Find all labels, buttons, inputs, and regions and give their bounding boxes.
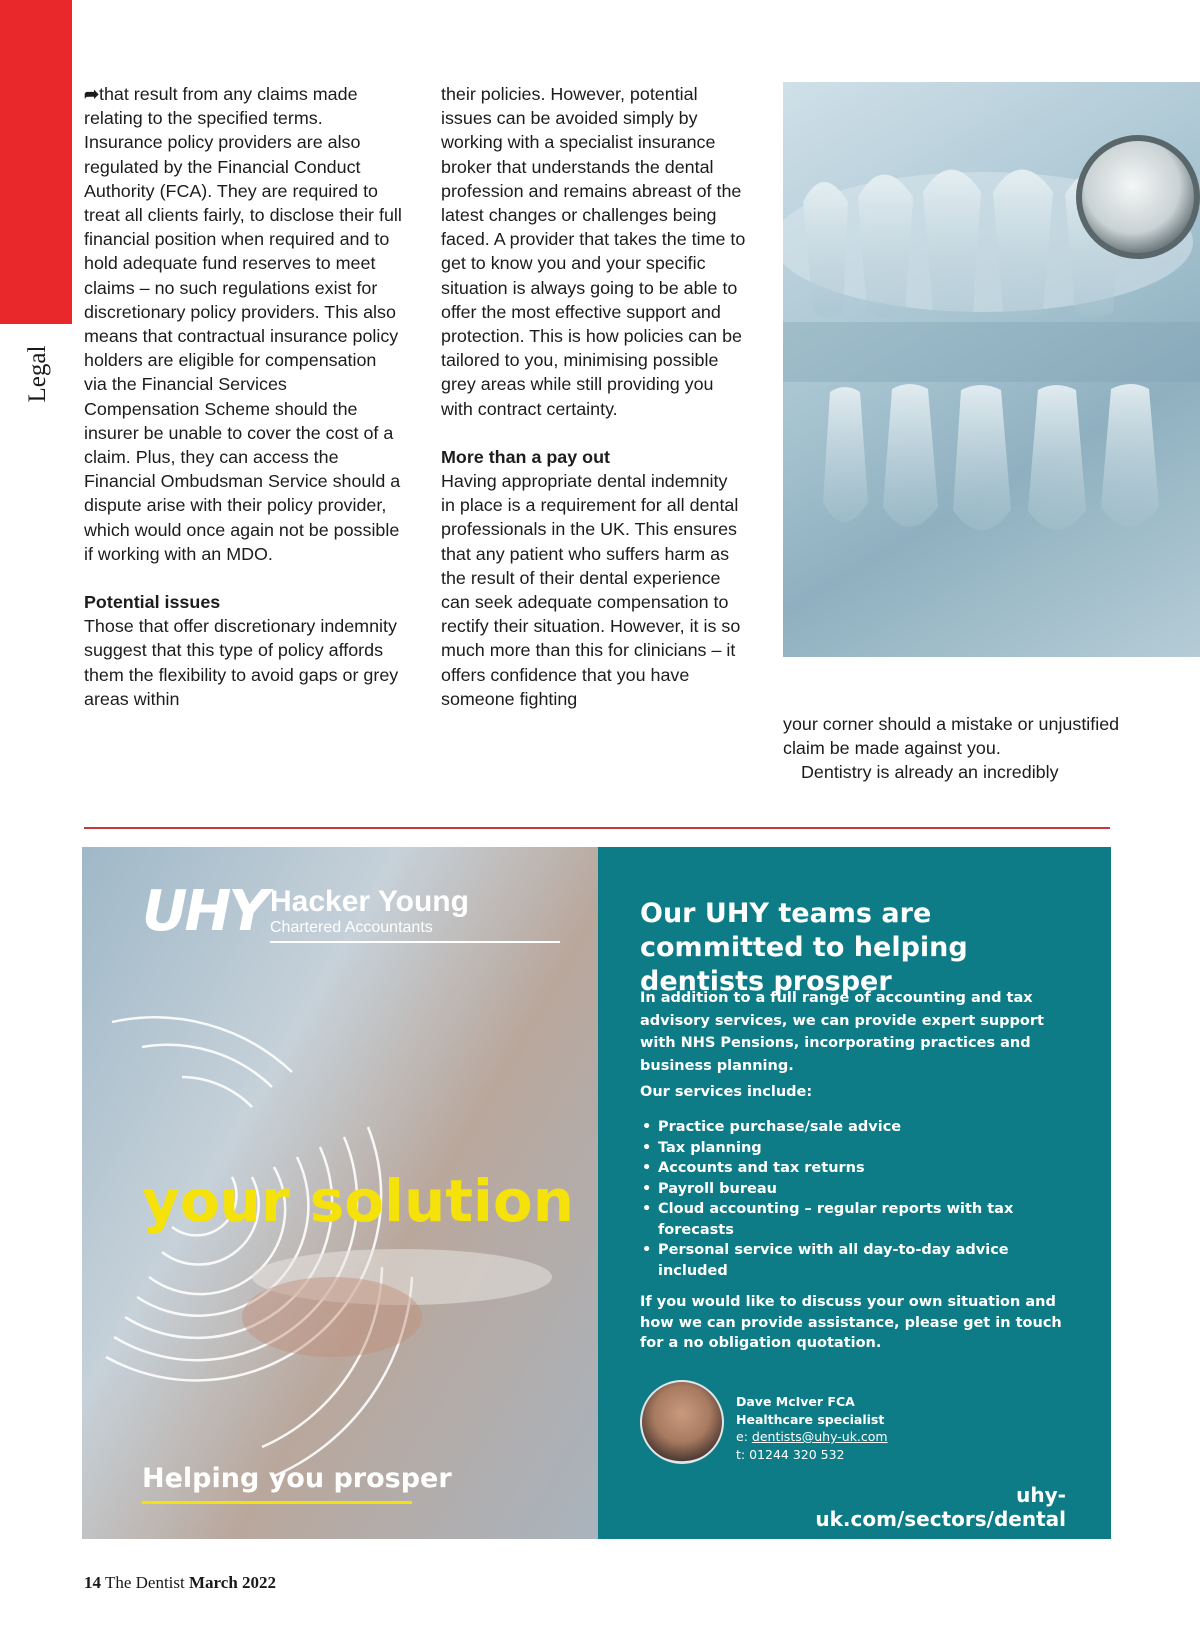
section-divider — [84, 827, 1110, 829]
ad-intro: In addition to a full range of accounting and tax advisory services, we can provide expert support with NHS Pensions, incorporating practices and business planning. — [640, 990, 1044, 1074]
contact-phone: t: 01244 320 532 — [736, 1446, 845, 1462]
contact-email-line: e: dentists@uhy-uk.com — [736, 1429, 888, 1444]
ad-heading: Our UHY teams are committed to helping dentists prosper — [640, 898, 968, 997]
article-column-2 — [441, 82, 746, 711]
article-paragraph: Dentistry is already an incredibly — [801, 762, 1059, 783]
article-column-3 — [783, 712, 1123, 785]
magazine-name: The Dentist — [104, 1573, 185, 1592]
continued-arrow-icon: ➦ — [84, 84, 99, 104]
uhy-advertisement — [82, 847, 1111, 1539]
list-item: • Cloud accounting – regular reports with tax forecasts — [640, 1199, 1070, 1240]
list-item: • Tax planning — [640, 1138, 1070, 1159]
services-title: Our services include: — [640, 1084, 813, 1100]
article-column-1 — [84, 82, 404, 711]
ad-call-to-action: If you would like to discuss your own situation and how we can provide assistance, please get in touch for a no obligation quotation. — [640, 1294, 1062, 1351]
ad-tagline: Helping you prosper — [142, 1463, 452, 1494]
ad-website-url[interactable]: uhy-uk.com/sectors/dental — [815, 1483, 1066, 1531]
logo-subtitle: Chartered Accountants — [270, 919, 433, 936]
subheading-potential-issues: Potential issues — [84, 592, 221, 613]
contact-email-link[interactable]: dentists@uhy-uk.com — [751, 1429, 888, 1444]
contact-name: Dave McIver FCA — [736, 1394, 855, 1409]
issue-date: March 2022 — [189, 1573, 277, 1592]
services-list — [640, 1117, 1070, 1281]
section-label — [18, 330, 58, 420]
list-item: • Practice purchase/sale advice — [640, 1117, 1070, 1138]
avatar — [640, 1380, 724, 1464]
logo-underline — [270, 941, 560, 943]
list-item: • Personal service with all day-to-day advice included — [640, 1240, 1070, 1281]
logo-company-name: Hacker Young — [270, 885, 469, 918]
article-paragraph: their policies. However, potential issues can be avoided simply by working with a specialist insurance broker that understands the dental profession and remains abreast of the latest changes or challenges being faced. A provider that takes the time to get to know you and your specific situation is always going to be able to offer the most effective support and protection. This is how policies can be tailored to you, minimising possible grey areas while still providing you with contract certainty. — [441, 84, 746, 419]
dental-xray-image — [783, 82, 1200, 657]
article-paragraph: Having appropriate dental indemnity in place is a requirement for all dental professionals in the UK. This ensures that any patient who suffers harm as the result of their dental experience can seek adequate compensation to rectify their situation. However, it is so much more than this for clinicians – it offers confidence that you have someone fighting — [441, 471, 741, 709]
list-item: • Payroll bureau — [640, 1179, 1070, 1200]
contact-role: Healthcare specialist — [736, 1411, 885, 1427]
ad-info-panel — [598, 847, 1111, 1539]
article-paragraph: your corner should a mistake or unjustified claim be made against you. — [783, 714, 1120, 759]
page-footer — [84, 1573, 276, 1593]
contact-details — [736, 1393, 888, 1463]
list-item: • Accounts and tax returns — [640, 1158, 1070, 1179]
ad-photo-panel — [82, 847, 598, 1539]
tagline-underline — [142, 1501, 412, 1504]
subheading-more-than-a-pay-out: More than a pay out — [441, 446, 610, 467]
page-number: 14 — [84, 1573, 101, 1592]
section-label-text: Legal — [24, 345, 51, 403]
xray-illustration — [783, 82, 1200, 657]
uhy-logo-mark: UHY — [142, 879, 266, 944]
section-color-bar — [0, 0, 72, 324]
article-paragraph: Those that offer discretionary indemnity suggest that this type of policy affords them the flexibility to avoid gaps or grey areas within — [84, 616, 399, 709]
ad-slogan: your solution — [142, 1167, 575, 1235]
article-paragraph: ➦that result from any claims made relating to the specified terms. Insurance policy providers are also regulated by the Financial Conduct Authority (FCA). They are required to treat all clients fairly, to disclose their full financial position when required and to hold adequate fund reserves to meet claims – no such regulations exist for discretionary policy providers. This also means that contractual insurance policy holders are eligible for compensation via the Financial Services Compensation Scheme should the insurer be unable to cover the cost of a claim. Plus, they can access the Financial Ombudsman Service should a dispute arise with their policy provider, which would once again not be possible if working with an MDO. — [84, 84, 402, 564]
